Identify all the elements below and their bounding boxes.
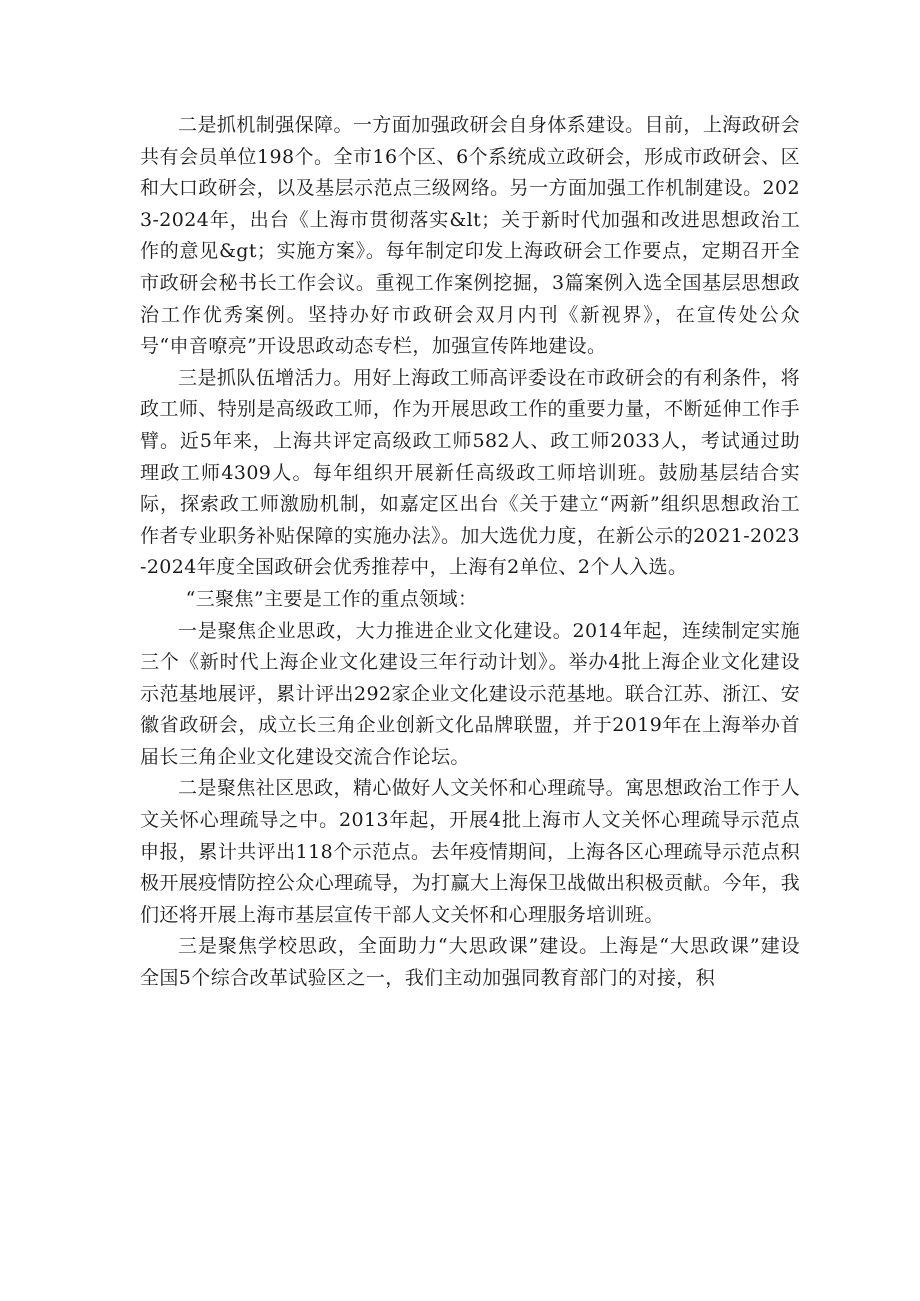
paragraph-mechanism: 二是抓机制强保障。一方面加强政研会自身体系建设。目前，上海政研会共有会员单位198个。全市16个区、6个系统成立政研会，形成市政研会、区和大口政研会，以及基层示范点三级网络。另一方面加强工作机制建设。2023-2024年，出台《上海市贯彻落实&lt；关于新时代加强和改进思想政治工作的意见&gt；实施方案》。每年制定印发上海政研会工作要点，定期召开全市政研会秘书长工作会议。重视工作案例挖掘，3篇案例入选全国基层思想政治工作优秀案例。坚持办好市政研会双月内刊《新视界》，在宣传处公众号“申音嘹亮”开设思政动态专栏，加强宣传阵地建设。 [140,114,800,358]
paragraph-team: 三是抓队伍增活力。用好上海政工师高评委设在市政研会的有利条件，将政工师、特别是高级政工师，作为开展思政工作的重要力量，不断延伸工作手臂。近5年来，上海共评定高级政工师582人、政工师2033人，考试通过助理政工师4309人。每年组织开展新任高级政工师培训班。鼓励基层结合实际，探索政工师激励机制，如嘉定区出台《关于建立“两新”组织思想政治工作者专业职务补贴保障的实施办法》。加大选优力度，在新公示的2021-2023-2024年度全国政研会优秀推荐中，上海有2单位、2个人入选。 [140,366,800,579]
section-heading-three-focus: “三聚焦”主要是工作的重点领域： [185,587,478,610]
paragraph-community-focus: 二是聚焦社区思政，精心做好人文关怀和心理疏导。寓思想政治工作于人文关怀心理疏导之中。2013年起，开展4批上海市人文关怀心理疏导示范点申报，累计共评出118个示范点。去年疫情期间，上海各区心理疏导示范点积极开展疫情防控公众心理疏导，为打赢大上海保卫战做出积极贡献。今年，我们还将开展上海市基层宣传干部人文关怀和心理服务培训班。 [140,777,800,926]
document-body [140,110,800,995]
paragraph-school-focus: 三是聚焦学校思政，全面助力“大思政课”建设。上海是“大思政课”建设全国5个综合改革试验区之一，我们主动加强同教育部门的对接，积 [140,935,800,990]
paragraph-enterprise-focus: 一是聚焦企业思政，大力推进企业文化建设。2014年起，连续制定实施三个《新时代上海企业文化建设三年行动计划》。举办4批上海企业文化建设示范基地展评，累计评出292家企业文化建设示范基地。联合江苏、浙江、安徽省政研会，成立长三角企业创新文化品牌联盟，并于2019年在上海举办首届长三角企业文化建设交流合作论坛。 [140,619,800,768]
